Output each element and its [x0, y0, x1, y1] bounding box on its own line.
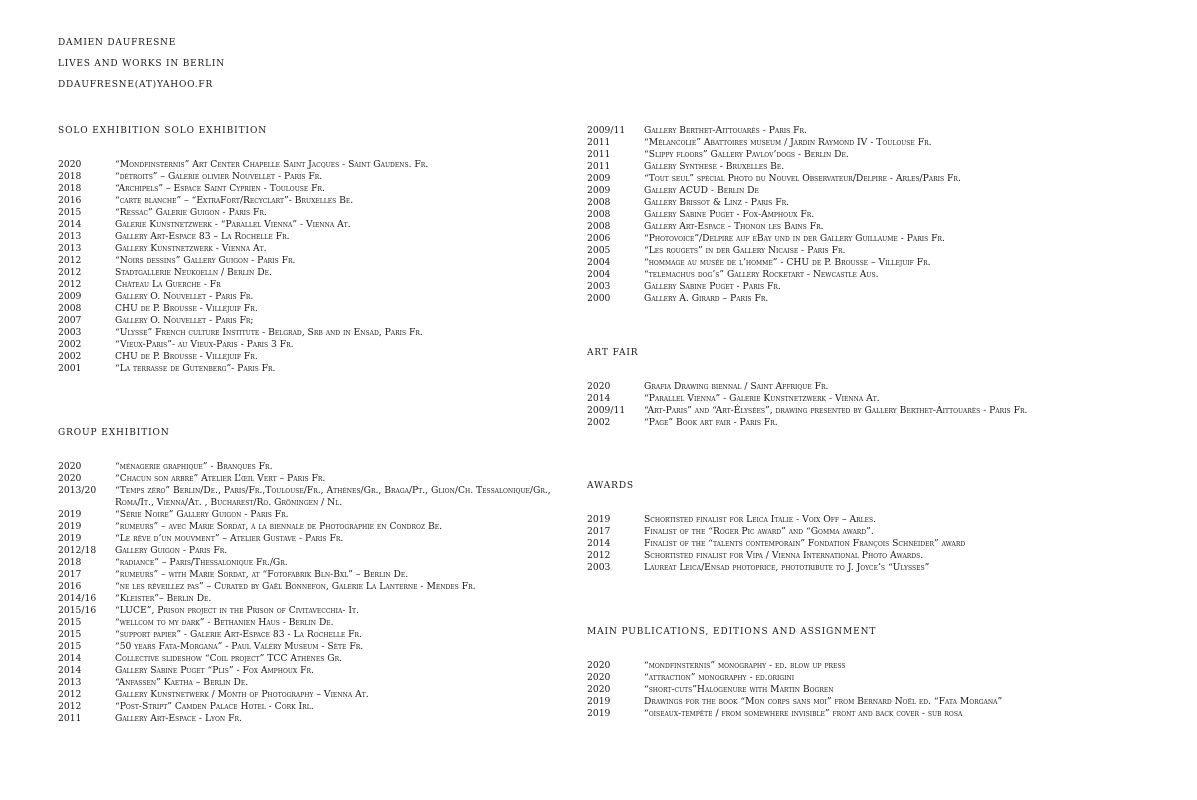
- entry-text: Schortisted finalist for Vipa / Vienna International Photo Awards.: [644, 550, 924, 561]
- cv-entry: [58, 461, 578, 473]
- entry-text: “Chacun son arbre” Atelier L’œil Vert – Paris Fr.: [115, 473, 326, 484]
- entry-text: Gallery A. Girard – Paris Fr.: [644, 293, 769, 304]
- entry-year: 2007: [58, 315, 82, 326]
- cv-entry: [587, 185, 961, 197]
- entry-text: “Archipels” – Espace Saint Cyprien - Toulouse Fr.: [115, 183, 325, 194]
- entry-text: CHU de P. Brousse - Villejuif Fr.: [115, 303, 258, 314]
- entry-text: “Post-Stript” Camden Palace Hotel - Cork Irl.: [115, 701, 314, 712]
- solo-exhibition-section: [58, 125, 428, 375]
- entry-year: 2014: [58, 219, 82, 230]
- entry-text: “telemachus dog’s” Gallery Rocketart - Newcastle Aus.: [644, 269, 879, 280]
- entry-year: 2012: [587, 550, 611, 561]
- artist-location: LIVES AND WORKS IN BERLIN: [58, 59, 225, 69]
- entry-text: “support papier” - Galerie Art-Espace 83 - La Rochelle Fr.: [115, 629, 362, 640]
- cv-entry: [58, 545, 578, 557]
- entry-text: Gallery Guigon - Paris Fr.: [115, 545, 228, 556]
- entry-text: Gallery Sabine Puget - Paris Fr.: [644, 281, 781, 292]
- entry-year: 2014: [587, 538, 611, 549]
- entry-text: Schortisted finalist for Leica Italie - Voix Off – Arles.: [644, 514, 877, 525]
- cv-entry: [58, 243, 428, 255]
- entry-year: 2011: [587, 161, 611, 172]
- entry-year: 2012: [58, 267, 82, 278]
- cv-entry: [587, 417, 1027, 429]
- entry-year: 2011: [587, 149, 611, 160]
- entry-text: Château La Guerche - Fr: [115, 279, 221, 290]
- entry-text: “Photovoice”/Delpire auf eBay und in der Gallery Guillaume - Paris Fr.: [644, 233, 945, 244]
- entry-text: “short-cuts”Halogenure with Martin Bogren: [644, 684, 834, 695]
- entry-year: 2015: [58, 617, 82, 628]
- cv-entry: [587, 393, 1027, 405]
- entry-year: 2020: [587, 672, 611, 683]
- entry-year: 2016: [58, 195, 82, 206]
- entry-year: 2008: [587, 221, 611, 232]
- cv-entry: [58, 569, 578, 581]
- entry-text: “Noirs dessins” Gallery Guigon - Paris Fr.: [115, 255, 296, 266]
- publications-title: MAIN PUBLICATIONS, EDITIONS AND ASSIGNMENT: [587, 627, 877, 637]
- entry-year: 2001: [58, 363, 82, 374]
- cv-entry: [58, 617, 578, 629]
- cv-entry: [58, 339, 428, 351]
- group-exhibition-section: [58, 427, 578, 725]
- entry-year: 2018: [58, 183, 82, 194]
- cv-entry: [587, 161, 961, 173]
- entry-text: “LUCE”, Prison project in the Prison of Civitavecchia- It.: [115, 605, 359, 616]
- entry-text: “radiance” – Paris/Thessalonique Fr./Gr.: [115, 557, 288, 568]
- cv-entry: [587, 125, 961, 137]
- entry-year: 2020: [587, 381, 611, 392]
- entry-text: Gallery Art-Espace - Lyon Fr.: [115, 713, 242, 724]
- entry-text: “mondfinsternis” monography - ed. blow up press: [644, 660, 846, 671]
- awards-section: [587, 480, 965, 574]
- cv-entry: [587, 269, 961, 281]
- cv-entry: [58, 219, 428, 231]
- entry-year: 2009: [587, 173, 611, 184]
- entry-year: 2002: [58, 351, 82, 362]
- entry-year: 2013: [58, 243, 82, 254]
- entry-text: Stadtgallerie Neukoelln / Berlin De.: [115, 267, 272, 278]
- entry-year: 2015: [58, 207, 82, 218]
- group-exhibition-list: [58, 461, 578, 725]
- entry-text: Grafia Drawing biennal / Saint Affrique Fr.: [644, 381, 829, 392]
- cv-entry: [58, 303, 428, 315]
- entry-text: CHU de P. Brousse - Villejuif Fr.: [115, 351, 258, 362]
- cv-entry: [58, 279, 428, 291]
- cv-entry: [587, 221, 961, 233]
- art-fair-section: [587, 347, 1027, 429]
- cv-entry: [58, 207, 428, 219]
- entry-text: “ne les réveillez pas” – Curated by Gaël Bonnefon, Galerie La Lanterne - Mendes Fr.: [115, 581, 476, 592]
- entry-year: 2019: [587, 514, 611, 525]
- entry-text: Gallery ACUD - Berlin De: [644, 185, 759, 196]
- entry-year: 2008: [58, 303, 82, 314]
- art-fair-list: [587, 381, 1027, 429]
- entry-text: “Parallel Vienna” - Galerie Kunstnetzwerk - Vienna At.: [644, 393, 880, 404]
- entry-year: 2020: [58, 461, 82, 472]
- entry-text: Gallery Brissot & Linz - Paris Fr.: [644, 197, 790, 208]
- entry-year: 2020: [587, 660, 611, 671]
- entry-text: “Ressac” Galerie Guigon - Paris Fr.: [115, 207, 267, 218]
- entry-year: 2016: [58, 581, 82, 592]
- entry-text: “hommage au musée de l’homme” - CHU de P. Brousse – Villejuif Fr.: [644, 257, 931, 268]
- entry-text: “Page” Book art fair - Paris Fr.: [644, 417, 778, 428]
- entry-year: 2012: [58, 689, 82, 700]
- cv-entry: [587, 137, 961, 149]
- entry-text: “carte blanche” – “ExtraFort/Recyclart”- Bruxelles Be.: [115, 195, 354, 206]
- entry-year: 2014/16: [58, 593, 97, 604]
- cv-entry: [587, 149, 961, 161]
- entry-text: Gallery Kunstnetwerk / Month of Photography – Vienna At.: [115, 689, 369, 700]
- entry-text: Gallery Sabine Puget - Fox-Amphoux Fr.: [644, 209, 815, 220]
- awards-list: [587, 514, 965, 574]
- cv-header: [58, 37, 225, 100]
- entry-year: 2009: [58, 291, 82, 302]
- solo-exhibition-continued-section: [587, 125, 961, 305]
- art-fair-title: ART FAIR: [587, 348, 639, 358]
- entry-year: 2020: [587, 684, 611, 695]
- entry-year: 2014: [58, 665, 82, 676]
- entry-year: 2009/11: [587, 405, 626, 416]
- entry-text: “Vieux-Paris”- au Vieux-Paris - Paris 3 Fr.: [115, 339, 294, 350]
- entry-year: 2017: [587, 526, 611, 537]
- cv-entry: [587, 696, 1002, 708]
- entry-year: 2008: [587, 209, 611, 220]
- entry-text: “Mélancolie” Abattoires museum / Jardin Raymond IV - Toulouse Fr.: [644, 137, 932, 148]
- entry-year: 2012: [58, 279, 82, 290]
- cv-entry: [58, 701, 578, 713]
- entry-year: 2019: [58, 521, 82, 532]
- entry-text: “Temps zéro” Berlin/De., Paris/Fr.,Toulouse/Fr., Athènes/Gr., Braga/Pt., Glion/Ch. Tessalonique/Gr., Roma/It., Vienna/At. , Bucharest/Ro. Gröningen / Nl.: [115, 485, 551, 508]
- cv-entry: [58, 521, 578, 533]
- entry-year: 2020: [58, 159, 82, 170]
- entry-text: “attraction” monography - ed.origini: [644, 672, 795, 683]
- cv-entry: [58, 533, 578, 545]
- entry-year: 2019: [58, 533, 82, 544]
- entry-year: 2018: [58, 171, 82, 182]
- entry-text: “oiseaux-tempête / from somewhere invisible” front and back cover - sub rosa: [644, 708, 963, 719]
- entry-text: “Kleister”– Berlin De.: [115, 593, 212, 604]
- solo-exhibition-title: SOLO EXHIBITION SOLO EXHIBITION: [58, 126, 268, 136]
- cv-entry: [587, 197, 961, 209]
- solo-exhibition-continued-list: [587, 125, 961, 305]
- entry-year: 2011: [587, 137, 611, 148]
- cv-entry: [587, 257, 961, 269]
- entry-year: 2019: [587, 708, 611, 719]
- entry-text: “La terrasse de Gutenberg”- Paris Fr.: [115, 363, 276, 374]
- cv-entry: [58, 581, 578, 593]
- cv-entry: [58, 473, 578, 485]
- entry-year: 2017: [58, 569, 82, 580]
- cv-entry: [58, 291, 428, 303]
- publications-section: [587, 626, 1002, 720]
- entry-year: 2002: [587, 417, 611, 428]
- cv-entry: [58, 327, 428, 339]
- cv-entry: [587, 562, 965, 574]
- entry-text: “Le rêve d’un mouvment” – Atelier Gustave - Paris Fr.: [115, 533, 344, 544]
- cv-entry: [587, 405, 1027, 417]
- entry-year: 2019: [58, 509, 82, 520]
- cv-entry: [587, 381, 1027, 393]
- entry-text: “Tout seul” spécial Photo du Nouvel Observateur/Delpire - Arles/Paris Fr.: [644, 173, 961, 184]
- entry-year: 2002: [58, 339, 82, 350]
- entry-year: 2003: [58, 327, 82, 338]
- entry-text: Finalist of the “talents contemporain” Fondation François Schneider” award: [644, 538, 966, 549]
- entry-year: 2015: [58, 641, 82, 652]
- artist-name: DAMIEN DAUFRESNE: [58, 38, 177, 48]
- solo-exhibition-list: [58, 159, 428, 375]
- cv-entry: [58, 593, 578, 605]
- cv-entry: [587, 233, 961, 245]
- cv-entry: [58, 557, 578, 569]
- entry-year: 2012/18: [58, 545, 97, 556]
- entry-text: “ménagerie graphique” - Branques Fr.: [115, 461, 273, 472]
- cv-entry: [58, 677, 578, 689]
- entry-text: Gallery Art-Espace 83 – La Rochelle Fr.: [115, 231, 290, 242]
- cv-entry: [58, 509, 578, 521]
- cv-entry: [587, 245, 961, 257]
- cv-entry: [58, 641, 578, 653]
- entry-year: 2005: [587, 245, 611, 256]
- awards-title: AWARDS: [587, 481, 634, 491]
- entry-year: 2011: [58, 713, 82, 724]
- cv-entry: [58, 363, 428, 375]
- cv-entry: [58, 315, 428, 327]
- cv-entry: [58, 605, 578, 617]
- cv-entry: [587, 209, 961, 221]
- entry-year: 2004: [587, 257, 611, 268]
- entry-text: Laureat Leica/Ensad photoprice, phototribute to J. Joyce’s “Ulysses”: [644, 562, 930, 573]
- cv-entry: [58, 171, 428, 183]
- cv-entry: [587, 684, 1002, 696]
- cv-entry: [587, 538, 965, 550]
- entry-text: Gallery Kunstnetzwerk - Vienna At.: [115, 243, 267, 254]
- cv-entry: [58, 485, 578, 509]
- entry-year: 2014: [587, 393, 611, 404]
- entry-year: 2009: [587, 185, 611, 196]
- cv-entry: [587, 514, 965, 526]
- entry-text: “rumeurs” – with Marie Sordat, at “Fotofabrik Bln-Bxl” – Berlin De.: [115, 569, 409, 580]
- entry-year: 2012: [58, 255, 82, 266]
- cv-entry: [58, 713, 578, 725]
- cv-entry: [58, 195, 428, 207]
- entry-year: 2012: [58, 701, 82, 712]
- entry-text: Galerie Kunstnetzwerk - “Parallel Vienna” - Vienna At.: [115, 219, 351, 230]
- entry-year: 2013: [58, 231, 82, 242]
- entry-year: 2019: [587, 696, 611, 707]
- entry-text: “wellcom to my dark” - Bethanien Haus - Berlin De.: [115, 617, 334, 628]
- entry-text: Gallery O. Nouvellet - Paris Fr;: [115, 315, 254, 326]
- cv-entry: [58, 183, 428, 195]
- entry-text: “Anfassen” Kaetha – Berlin De.: [115, 677, 249, 688]
- entry-text: “50 years Fata-Morgana” - Paul Valéry Museum - Sète Fr.: [115, 641, 364, 652]
- entry-year: 2006: [587, 233, 611, 244]
- entry-text: Gallery O. Nouvellet - Paris Fr.: [115, 291, 254, 302]
- cv-entry: [58, 689, 578, 701]
- cv-entry: [587, 672, 1002, 684]
- cv-entry: [587, 526, 965, 538]
- entry-text: “Art-Paris” and “Art-Élysées”, drawing presented by Gallery Berthet-Aittouarès - Paris Fr.: [644, 405, 1028, 416]
- entry-year: 2018: [58, 557, 82, 568]
- cv-entry: [58, 267, 428, 279]
- cv-entry: [58, 629, 578, 641]
- entry-text: Collective slideshow “Coil project” TCC Athènes Gr.: [115, 653, 343, 664]
- cv-entry: [587, 293, 961, 305]
- entry-year: 2000: [587, 293, 611, 304]
- entry-text: “Mondfinsternis” Art Center Chapelle Saint Jacques - Saint Gaudens. Fr.: [115, 159, 429, 170]
- entry-year: 2013: [58, 677, 82, 688]
- cv-entry: [58, 231, 428, 243]
- entry-text: “Les rougets” in der Gallery Nicaise - Paris Fr.: [644, 245, 846, 256]
- cv-entry: [587, 550, 965, 562]
- entry-year: 2020: [58, 473, 82, 484]
- entry-year: 2008: [587, 197, 611, 208]
- entry-text: Finalist of the “Roger Pic award” and “Gomma award”.: [644, 526, 874, 537]
- cv-entry: [58, 665, 578, 677]
- publications-list: [587, 660, 1002, 720]
- entry-text: Gallery Art-Espace - Thonon les Bains Fr.: [644, 221, 824, 232]
- entry-year: 2009/11: [587, 125, 626, 136]
- entry-text: Gallery Synthese - Bruxelles Be.: [644, 161, 785, 172]
- entry-year: 2003: [587, 562, 611, 573]
- cv-entry: [58, 255, 428, 267]
- entry-year: 2014: [58, 653, 82, 664]
- cv-entry: [587, 173, 961, 185]
- entry-year: 2004: [587, 269, 611, 280]
- entry-text: “détroits” – Galerie olivier Nouvellet - Paris Fr.: [115, 171, 323, 182]
- cv-entry: [587, 708, 1002, 720]
- cv-entry: [58, 653, 578, 665]
- group-exhibition-title: GROUP EXHIBITION: [58, 428, 170, 438]
- cv-entry: [58, 159, 428, 171]
- entry-year: 2013/20: [58, 485, 97, 496]
- entry-text: Gallery Berthet-Aittouarès - Paris Fr.: [644, 125, 807, 136]
- entry-text: “Slippy floors” Gallery Pavlov’dogs - Berlin De.: [644, 149, 849, 160]
- artist-email[interactable]: DDAUFRESNE(AT)YAHOO.FR: [58, 80, 214, 90]
- entry-text: Drawings for the book “Mon corps sans moi” from Bernard Noël ed. “Fata Morgana”: [644, 696, 1003, 707]
- entry-text: “Ulysse” French culture Institute - Belgrad, Srb and in Ensad, Paris Fr.: [115, 327, 423, 338]
- entry-year: 2015: [58, 629, 82, 640]
- cv-entry: [587, 660, 1002, 672]
- entry-year: 2015/16: [58, 605, 97, 616]
- entry-text: “Série Noire” Gallery Guigon - Paris Fr.: [115, 509, 289, 520]
- cv-entry: [58, 351, 428, 363]
- entry-text: Gallery Sabine Puget “Plis” - Fox Amphoux Fr.: [115, 665, 314, 676]
- entry-year: 2003: [587, 281, 611, 292]
- entry-text: “rumeurs” – avec Marie Sordat, à la biennale de Photographie en Condroz Be.: [115, 521, 443, 532]
- cv-entry: [587, 281, 961, 293]
